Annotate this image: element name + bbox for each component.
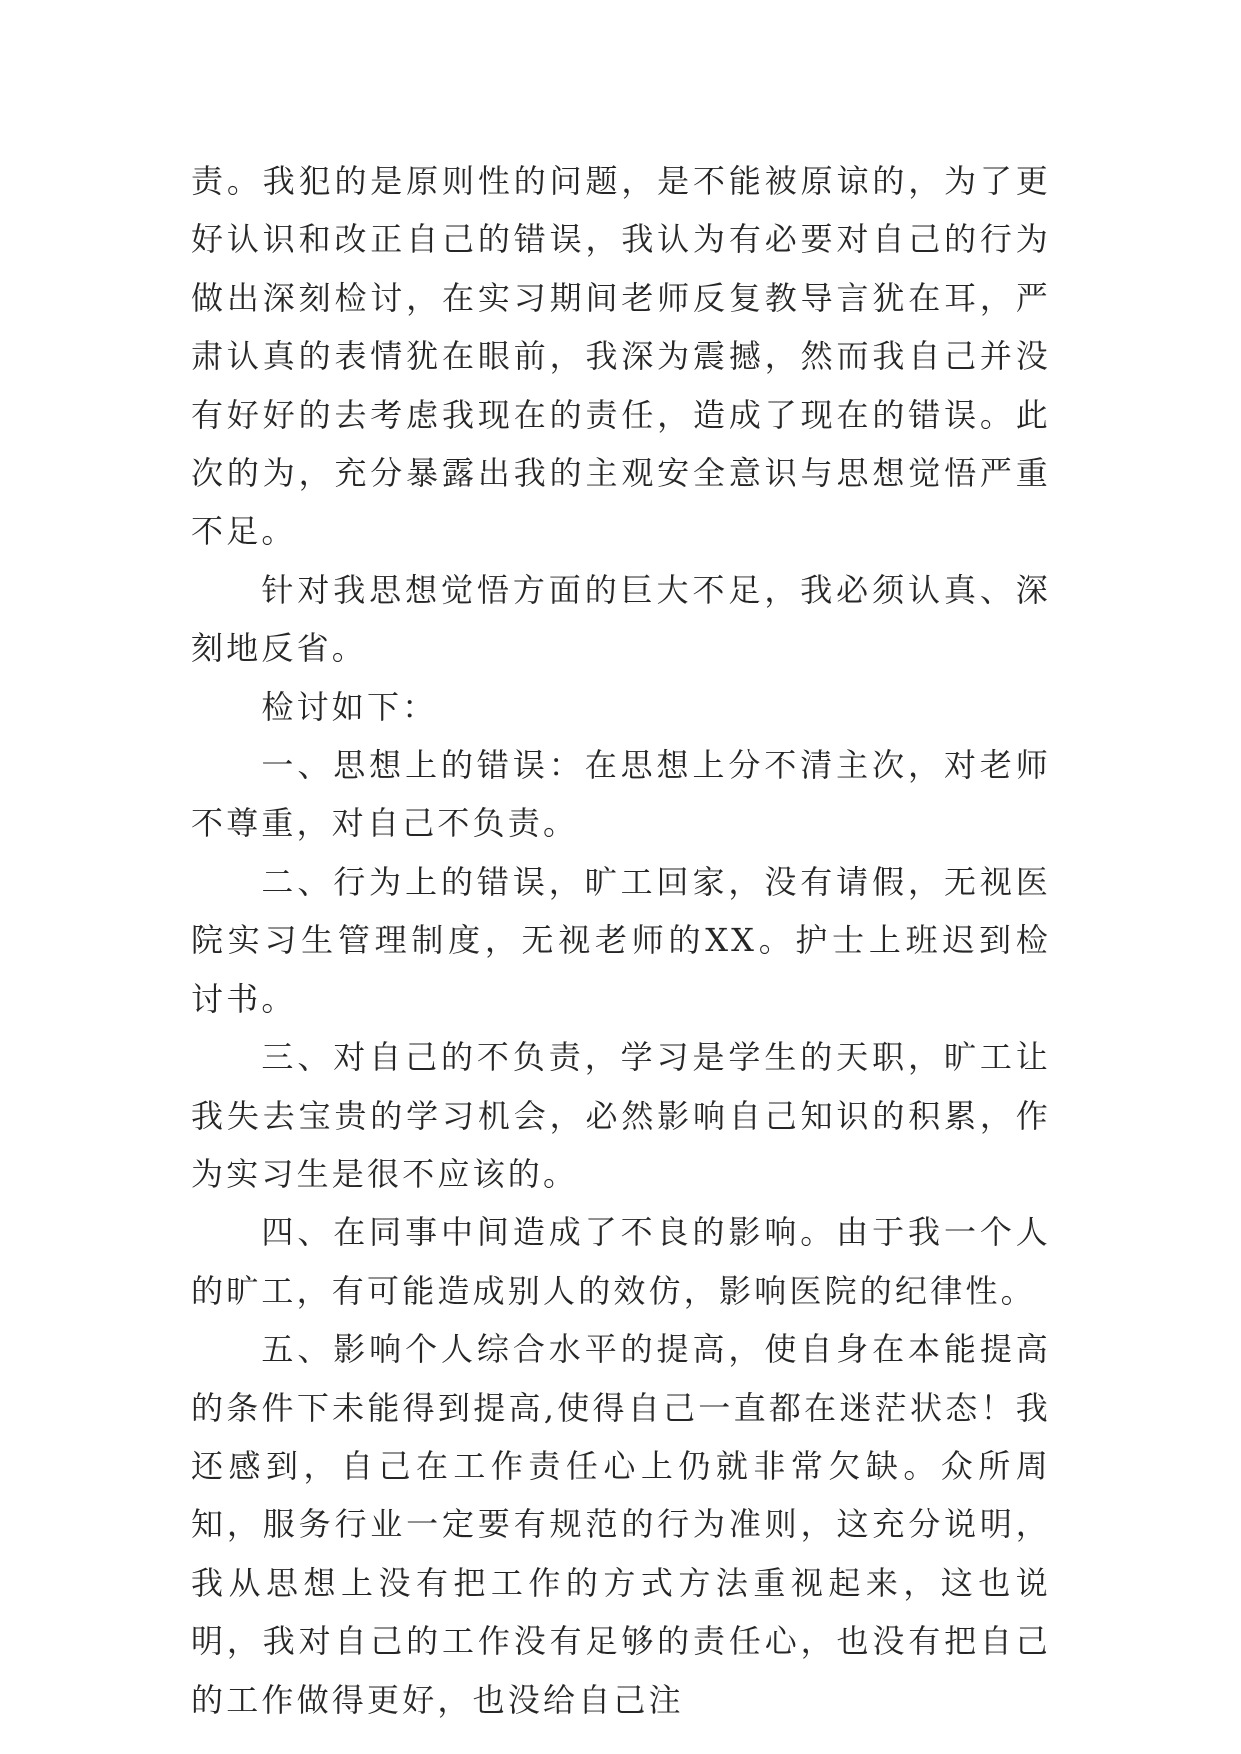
- paragraph-1: 责。我犯的是原则性的问题，是不能被原谅的，为了更好认识和改正自己的错误，我认为有必要对自己的行为做出深刻检讨，在实习期间老师反复教导言犹在耳，严肃认真的表情犹在眼前，我深为震撼，然而我自己并没有好好的去考虑我现在的责任，造成了现在的错误。此次的为，充分暴露出我的主观安全意识与思想觉悟严重不足。: [191, 162, 1051, 551]
- paragraph-7: 四、在同事中间造成了不良的影响。由于我一个人的旷工，有可能造成别人的效仿，影响医院的纪律性。: [191, 1213, 1051, 1310]
- paragraph-2: 针对我思想觉悟方面的巨大不足，我必须认真、深刻地反省。: [191, 570, 1051, 668]
- paragraph-6: 三、对自己的不负责，学习是学生的天职，旷工让我失去宝贵的学习机会，必然影响自己知识的积累，作为实习生是很不应该的。: [191, 1038, 1051, 1193]
- paragraph-3: 检讨如下：: [261, 687, 438, 726]
- document-body: [191, 152, 1051, 1729]
- paragraph-8: 五、影响个人综合水平的提高，使自身在本能提高的条件下未能得到提高,使得自己一直都在迷茫状态！我还感到，自己在工作责任心上仍就非常欠缺。众所周知，服务行业一定要有规范的行为准则，这充分说明，我从思想上没有把工作的方式方法重视起来，这也说明，我对自己的工作没有足够的责任心，也没有把自己的工作做得更好，也没给自己注: [191, 1330, 1051, 1719]
- paragraph-4: 一、思想上的错误：在思想上分不清主次，对老师不尊重，对自己不负责。: [191, 746, 1051, 843]
- paragraph-5: 二、行为上的错误，旷工回家，没有请假，无视医院实习生管理制度，无视老师的XX。护士上班迟到检讨书。: [191, 862, 1051, 1018]
